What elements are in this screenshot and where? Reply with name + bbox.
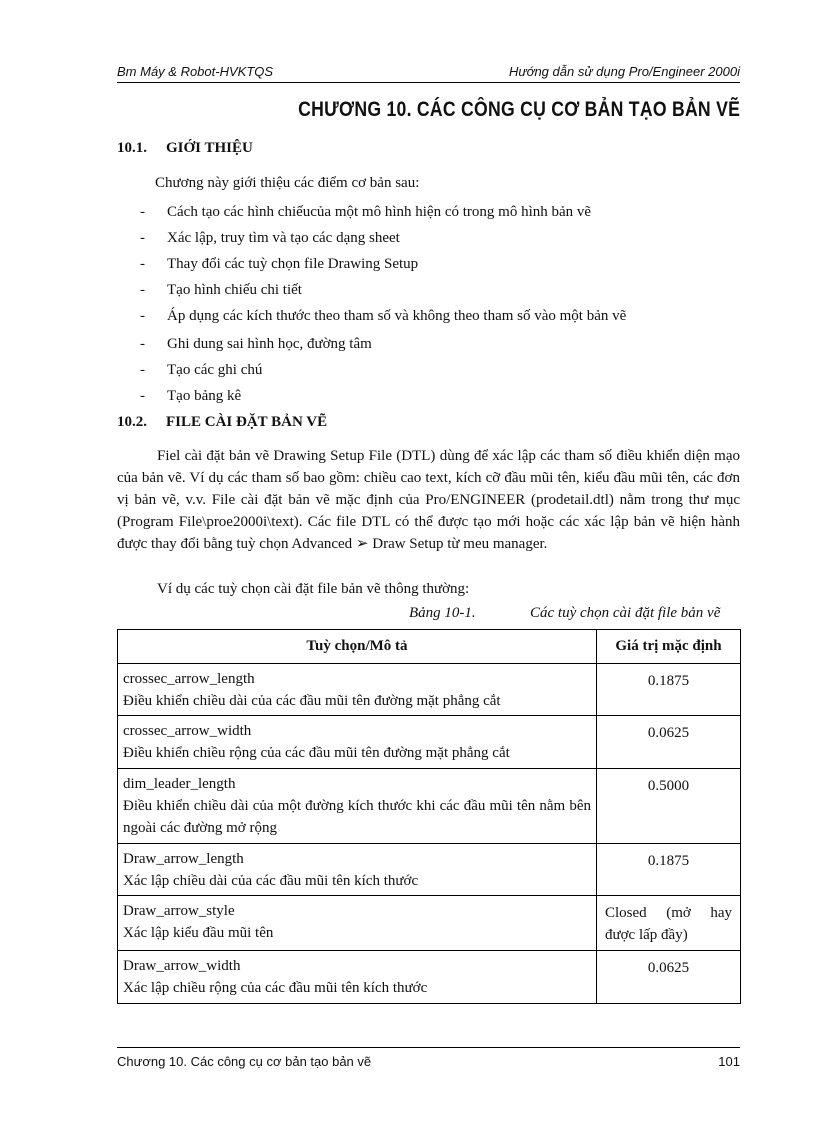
table-row bbox=[118, 716, 741, 769]
table-row bbox=[118, 896, 741, 951]
bullet-dash: - bbox=[140, 336, 145, 352]
default-value: 0.0625 bbox=[597, 951, 741, 1004]
page-footer bbox=[117, 1054, 740, 1072]
option-description: Xác lập kiểu đầu mũi tên bbox=[123, 925, 274, 941]
section-number: 10.1. bbox=[117, 140, 147, 156]
option-cell bbox=[118, 716, 597, 769]
option-name: crossec_arrow_width bbox=[123, 723, 252, 739]
option-cell bbox=[118, 896, 597, 951]
list-item: - Cách tạo các hình chiếucủa một mô hình hiện có trong mô hình bản vẽ bbox=[140, 204, 592, 220]
page-number: 101 bbox=[718, 1054, 740, 1069]
section-number: 10.2. bbox=[117, 414, 147, 430]
section-heading-2 bbox=[117, 414, 327, 431]
options-table bbox=[117, 629, 741, 1004]
header-left: Bm Máy & Robot-HVKTQS bbox=[117, 64, 274, 79]
option-description: Xác lập chiều rộng của các đầu mũi tên kích thước bbox=[123, 980, 428, 996]
intro-text: Chương này giới thiệu các điểm cơ bản sau: bbox=[155, 175, 420, 191]
default-value: 0.0625 bbox=[597, 716, 741, 769]
option-name: Draw_arrow_width bbox=[123, 958, 241, 974]
section-title: GIỚI THIỆU bbox=[166, 140, 253, 156]
option-name: crossec_arrow_length bbox=[123, 671, 255, 687]
chapter-title: CHƯƠNG 10. CÁC CÔNG CỤ CƠ BẢN TẠO BẢN VẼ bbox=[298, 98, 740, 121]
bullet-dash: - bbox=[140, 308, 145, 324]
header-right: Hướng dẫn sử dụng Pro/Engineer 2000i bbox=[508, 64, 740, 79]
option-description: Điều khiển chiều dài của các đầu mũi tên đường mặt phẳng cắt bbox=[123, 693, 501, 709]
option-name: dim_leader_length bbox=[123, 776, 236, 792]
list-item: - Xác lập, truy tìm và tạo các dạng sheet bbox=[140, 230, 400, 246]
section-title: FILE CÀI ĐẶT BẢN VẼ bbox=[166, 414, 328, 430]
page-header bbox=[117, 64, 740, 82]
list-item: - Tạo các ghi chú bbox=[140, 362, 263, 378]
bullet-dash: - bbox=[140, 256, 145, 272]
table-row bbox=[118, 844, 741, 896]
option-name: Draw_arrow_length bbox=[123, 851, 244, 867]
list-item: - Ghi dung sai hình học, đường tâm bbox=[140, 336, 372, 352]
bullet-dash: - bbox=[140, 230, 145, 246]
option-cell bbox=[118, 951, 597, 1004]
option-cell bbox=[118, 664, 597, 716]
default-value: Closed (mở hay được lấp đầy) bbox=[597, 896, 741, 951]
list-item: - Tạo bảng kê bbox=[140, 388, 242, 404]
option-description: Điều khiển chiều dài của một đường kích thước khi các đầu mũi tên nằm bên ngoài các đường mở rộng bbox=[123, 798, 591, 836]
bullet-dash: - bbox=[140, 362, 145, 378]
header-rule bbox=[117, 82, 740, 83]
list-item: - Thay đổi các tuỳ chọn file Drawing Setup bbox=[140, 256, 419, 272]
list-item: - Tạo hình chiếu chi tiết bbox=[140, 282, 302, 298]
bullet-dash: - bbox=[140, 204, 145, 220]
option-description: Điều khiển chiều rộng của các đầu mũi tên đường mặt phẳng cắt bbox=[123, 745, 510, 761]
option-name: Draw_arrow_style bbox=[123, 903, 235, 919]
default-value: 0.5000 bbox=[597, 769, 741, 844]
table-caption-label: Bảng 10-1. bbox=[409, 605, 476, 621]
option-cell bbox=[118, 769, 597, 844]
table-caption-text: Các tuỳ chọn cài đặt file bản vẽ bbox=[530, 605, 721, 621]
footer-left: Chương 10. Các công cụ cơ bản tạo bản vẽ bbox=[117, 1054, 372, 1069]
option-cell bbox=[118, 844, 597, 896]
table-header-row bbox=[118, 630, 741, 664]
table-intro-text: Ví dụ các tuỳ chọn cài đặt file bản vẽ thông thường: bbox=[157, 581, 470, 597]
default-value: 0.1875 bbox=[597, 844, 741, 896]
table-row bbox=[118, 664, 741, 716]
bullet-dash: - bbox=[140, 282, 145, 298]
option-description: Xác lập chiều dài của các đầu mũi tên kích thước bbox=[123, 873, 419, 889]
table-row bbox=[118, 951, 741, 1004]
list-item: - Áp dụng các kích thước theo tham số và không theo tham số vào một bản vẽ bbox=[140, 308, 627, 324]
footer-rule bbox=[117, 1047, 740, 1048]
column-header-default: Giá trị mặc định bbox=[597, 630, 741, 664]
column-header-option: Tuỳ chọn/Mô tả bbox=[118, 630, 597, 664]
body-paragraph: Fiel cài đặt bản vẽ Drawing Setup File (DTL) dùng để xác lập các tham số điều khiển diện mạo của bản vẽ. Ví dụ các tham số bao gồm: chiều cao text, kích cỡ đầu mũi tên, kiểu đầu mũi tên, các đơn vị bản vẽ, v.v. File cài đặt bản vẽ mặc định của Pro/ENGINEER (prodetail.dtl) nằm trong thư mục (Program File\proe2000i\text). Các file DTL có thể được tạo mới hoặc các xác lập bản vẽ hiện hành được thay đổi bằng tuỳ chọn Advanced ➢ Draw Setup từ meu manager. bbox=[117, 448, 740, 552]
default-value: 0.1875 bbox=[597, 664, 741, 716]
bullet-dash: - bbox=[140, 388, 145, 404]
table-row bbox=[118, 769, 741, 844]
bullet-list bbox=[140, 202, 740, 412]
section-heading-1 bbox=[117, 140, 253, 157]
